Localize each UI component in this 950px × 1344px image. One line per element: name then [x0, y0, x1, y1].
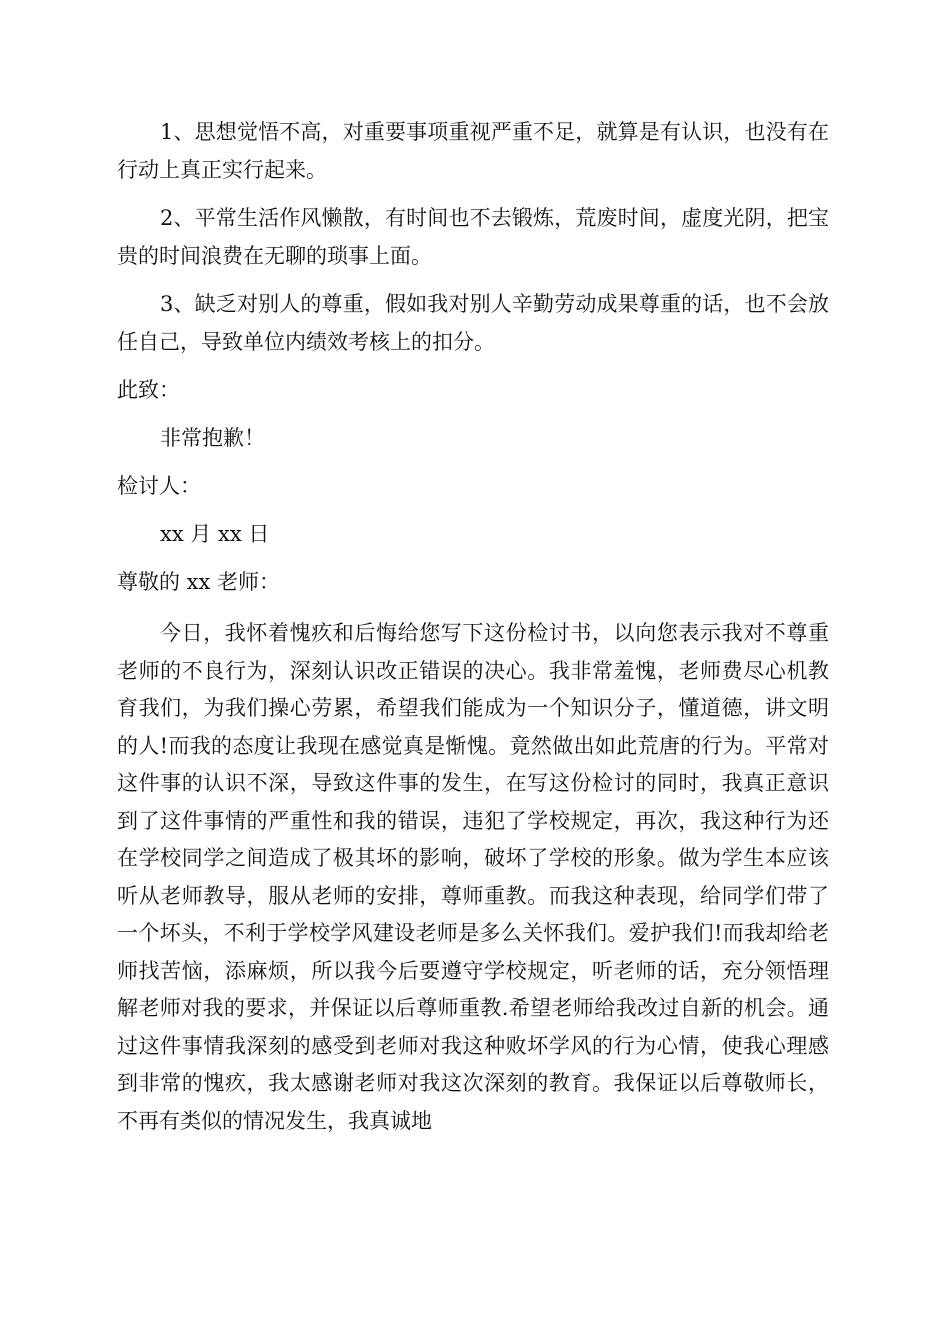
apology-line: 非常抱歉！ [160, 426, 265, 450]
salutation-line: 尊敬的 xx 老师： [117, 570, 281, 594]
body-paragraph: 今日，我怀着愧疚和后悔给您写下这份检讨书，以向您表示我对不尊重老师的不良行为，深刻认识改正错误的决心。我非常羞愧，老师费尽心机教育我们，为我们操心劳累，希望我们能成为一个知识分子，懂道德，讲文明的人!而我的态度让我现在感觉真是惭愧。竟然做出如此荒唐的行为。平常对这件事的认识不深，导致这件事的发生，在写这份检讨的同时，我真正意识到了这件事情的严重性和我的错误，违犯了学校规定，再次，我这种行为还在学校同学之间造成了极其坏的影响，破坏了学校的形象。做为学生本应该听从老师教导，服从老师的安排，尊师重教。而我这种表现，给同学们带了一个坏头，不利于学校学风建设老师是多么关怀我们。爱护我们!而我却给老师找苦恼，添麻烦，所以我今后要遵守学校规定，听老师的话，充分领悟理解老师对我的要求，并保证以后尊师重教.希望老师给我改过自新的机会。通过这件事情我深刻的感受到老师对我这种败坏学风的行为心情，使我心理感到非常的愧疚，我太感谢老师对我这次深刻的教育。我保证以后尊敬师长，不再有类似的情况发生，我真诚地 [117, 621, 829, 1133]
date-line: xx 月 xx 日 [160, 522, 270, 546]
closing-line: 此致： [117, 378, 180, 402]
list-item-1: 1、思想觉悟不高，对重要事项重视严重不足，就算是有认识，也没有在行动上真正实行起来。 [117, 120, 829, 182]
list-item-3: 3、缺乏对别人的尊重，假如我对别人辛勤劳动成果尊重的话，也不会放任自己，导致单位内绩效考核上的扣分。 [117, 292, 829, 354]
signer-label: 检讨人： [117, 474, 201, 498]
document-page [117, 113, 829, 1150]
list-item-2: 2、平常生活作风懒散，有时间也不去锻炼，荒废时间，虚度光阴，把宝贵的时间浪费在无聊的琐事上面。 [117, 206, 829, 268]
